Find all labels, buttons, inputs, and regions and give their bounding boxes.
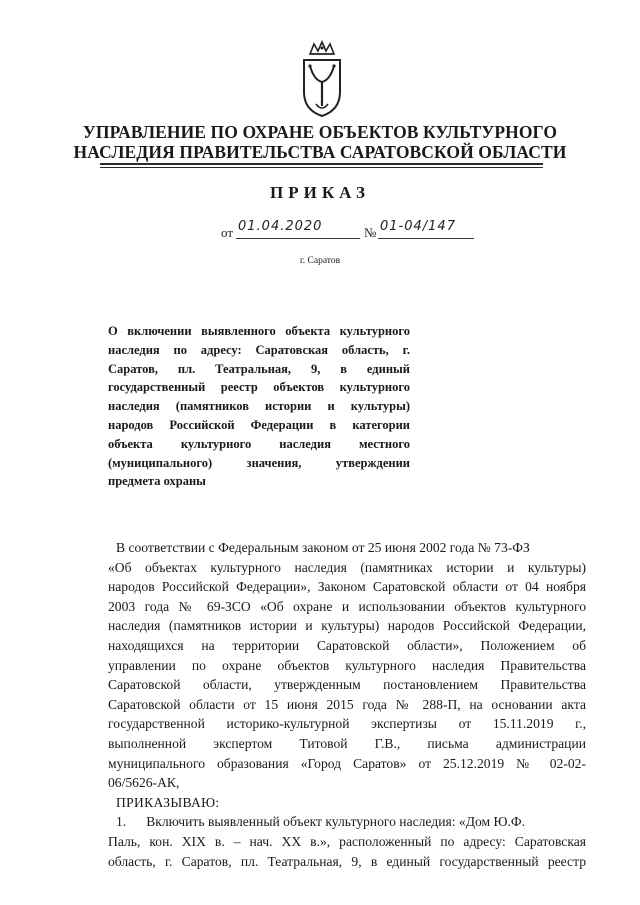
order-number: 01-04/147 xyxy=(380,219,456,234)
subject-line: наследия по адресу: Саратовская область, г. xyxy=(108,342,410,357)
order-date: 01.04.2020 xyxy=(238,219,323,234)
date-underline xyxy=(236,238,360,239)
agency-name-line-2: НАСЛЕДИЯ ПРАВИТЕЛЬСТВА САРАТОВСКОЙ ОБЛАСТИ xyxy=(73,142,567,162)
preamble-line: Саратовской области, утвержденным постановлением Правительства xyxy=(108,677,586,693)
preamble-line: Саратовской области от 15 июня 2015 года № 288-П, на основании акта xyxy=(108,696,586,712)
date-prefix: от xyxy=(221,225,234,240)
item-1-line: область, г. Саратов, пл. Театральная, 9, в единый государственный реестр xyxy=(108,853,586,869)
agency-name-line-1: УПРАВЛЕНИЕ ПО ОХРАНЕ ОБЪЕКТОВ КУЛЬТУРНОГО xyxy=(82,122,558,142)
preamble-line: В соответствии с Федеральным законом от 25 июня 2002 года № 73-ФЗ xyxy=(116,540,530,555)
preamble-line: находящихся на территории Саратовской области», Положением об xyxy=(108,637,586,653)
preamble-line: управлении по охране объектов культурного наследия Правительства xyxy=(108,657,586,673)
item-1-line: Паль, кон. XIX в. – нач. XX в.», расположенный по адресу: Саратовская xyxy=(108,833,586,849)
preamble-line: государственной историко-культурной экспертизы от 15.11.2019 г., xyxy=(108,716,586,732)
preamble-line: наследия (памятников истории и культуры) народов Российской Федерации, xyxy=(108,618,586,634)
preamble-line: 06/5626-АК, xyxy=(108,775,180,791)
order-subject xyxy=(108,322,410,491)
subject-line: государственный реестр объектов культурного xyxy=(108,380,410,395)
subject-line: народов Российской Федерации в категории xyxy=(108,417,410,432)
order-word: ПРИКАЗЫВАЮ: xyxy=(116,794,220,810)
item-1-line: Включить выявленный объект культурного наследия: «Дом Ю.Ф. xyxy=(146,814,526,830)
preamble-line: муниципального образования «Город Саратов» от 25.12.2019 № 02-02- xyxy=(108,755,586,771)
header-divider xyxy=(100,163,543,165)
preamble-line: 2003 года № 69-ЗСО «Об охране и использовании объектов культурного xyxy=(108,598,586,614)
preamble-line: народов Российской Федерации», Законом Саратовской области от 04 ноября xyxy=(108,579,586,595)
coat-of-arms-icon xyxy=(300,40,344,118)
number-underline xyxy=(378,238,474,239)
subject-line: предмета охраны xyxy=(108,474,206,489)
subject-line: (муниципального) значения, утверждении xyxy=(108,455,410,470)
subject-line: объекта культурного наследия местного xyxy=(108,436,410,451)
header-divider-thin xyxy=(100,167,543,168)
order-title: ПРИКАЗ xyxy=(270,183,370,202)
number-prefix: № xyxy=(364,225,377,240)
city: г. Саратов xyxy=(299,256,341,266)
item-1-number: 1. xyxy=(116,814,127,830)
subject-line: наследия (памятников истории и культуры) xyxy=(108,399,410,414)
preamble-line: «Об объектах культурного наследия (памятниках истории и культуры) xyxy=(108,559,586,575)
subject-line: Саратов, пл. Театральная, 9, в единый xyxy=(108,361,410,376)
item-1-first-line xyxy=(108,812,586,832)
preamble xyxy=(108,538,586,871)
subject-line: О включении выявленного объекта культурного xyxy=(108,324,410,338)
preamble-line: выполненной экспертом Титовой Г.В., письма администрации xyxy=(108,735,586,751)
